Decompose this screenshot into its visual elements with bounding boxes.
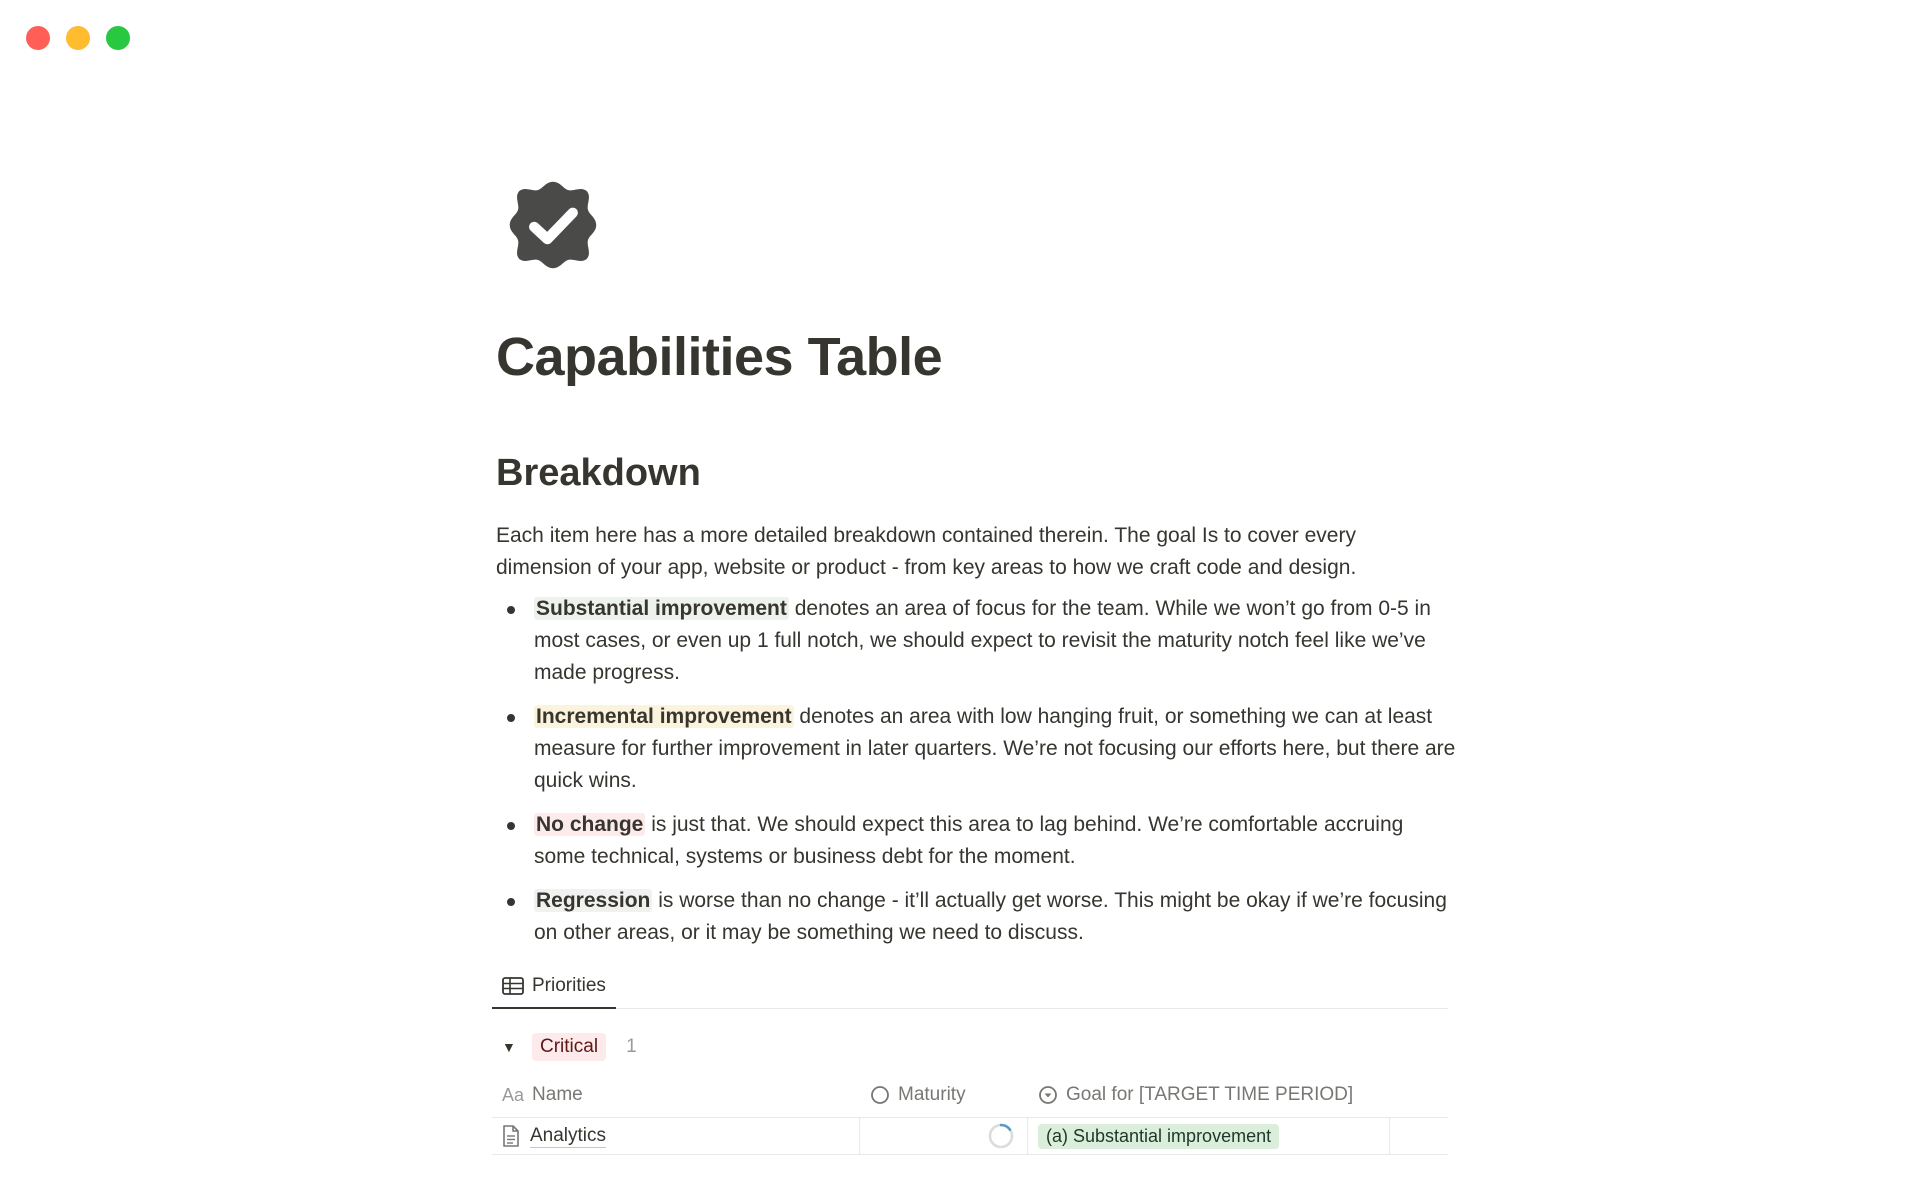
table-row[interactable] (492, 1118, 1448, 1155)
tab-label: Priorities (532, 975, 606, 996)
highlight-substantial-improvement: Substantial improvement (536, 597, 787, 620)
bullet-item (496, 701, 1456, 797)
collapse-toggle-icon[interactable]: ▼ (502, 1039, 516, 1055)
bullet-list (496, 593, 1456, 961)
bullet-item (496, 593, 1456, 689)
verified-badge-icon[interactable] (506, 178, 600, 272)
status-property-icon (870, 1085, 890, 1105)
column-label: Goal for [TARGET TIME PERIOD] (1066, 1084, 1354, 1105)
bullet-text: denotes an area with low hanging fruit, or something we can at least measure for further improvement in later quarters. We’re not focusing our efforts here, but there are quick wins. (534, 705, 1456, 792)
bullet-text: is worse than no change - it’ll actually get worse. This might be okay if we’re focusing on other areas, or it may be something we need to discuss. (534, 889, 1447, 944)
tab-priorities[interactable] (492, 965, 616, 1009)
column-header-maturity[interactable] (860, 1073, 1028, 1117)
bullet-item (496, 809, 1456, 873)
bullet-dot-icon (507, 898, 515, 906)
column-label: Name (532, 1084, 583, 1105)
maximize-window-button[interactable] (106, 26, 130, 50)
highlight-no-change: No change (536, 813, 644, 836)
close-window-button[interactable] (26, 26, 50, 50)
intro-paragraph: Each item here has a more detailed breakdown contained therein. The goal Is to cover every dimension of your app, website or product - from key areas to how we craft code and design. (496, 524, 1357, 579)
minimize-window-button[interactable] (66, 26, 90, 50)
bullet-dot-icon (507, 822, 515, 830)
goal-select-pill: (a) Substantial improvement (1038, 1124, 1279, 1149)
page-title[interactable]: Capabilities Table (496, 327, 943, 387)
bullet-dot-icon (507, 606, 515, 614)
text-property-icon: Aa (502, 1084, 525, 1105)
highlight-regression: Regression (536, 889, 651, 912)
column-header-name[interactable] (492, 1073, 860, 1117)
database-view-tabs (492, 965, 1448, 1009)
table-header (492, 1073, 1448, 1118)
bullet-text: denotes an area of focus for the team. While we won’t go from 0-5 in most cases, or even up 1 full notch, we should expect to revisit the maturity notch feel like we’ve made progress. (534, 597, 1431, 684)
column-header-goal[interactable] (1028, 1073, 1390, 1117)
group-label-pill: Critical (532, 1033, 606, 1061)
window-controls (26, 26, 130, 50)
database-table (492, 1073, 1448, 1155)
cell-goal[interactable] (1028, 1118, 1390, 1154)
cell-name[interactable] (492, 1118, 860, 1154)
page-document-icon (502, 1125, 520, 1147)
column-label: Maturity (898, 1084, 966, 1105)
row-title[interactable]: Analytics (530, 1124, 607, 1146)
select-property-icon (1038, 1085, 1058, 1105)
bullet-dot-icon (507, 714, 515, 722)
maturity-progress-ring-icon (987, 1122, 1015, 1150)
group-count: 1 (626, 1036, 637, 1057)
cell-maturity[interactable] (860, 1118, 1028, 1154)
group-header (496, 1030, 637, 1064)
bullet-item (496, 885, 1456, 949)
bullet-text: is just that. We should expect this area to lag behind. We’re comfortable accruing some technical, systems or business debt for the moment. (534, 813, 1404, 868)
section-heading: Breakdown (496, 452, 701, 494)
table-icon (502, 977, 524, 995)
highlight-incremental-improvement: Incremental improvement (536, 705, 792, 728)
